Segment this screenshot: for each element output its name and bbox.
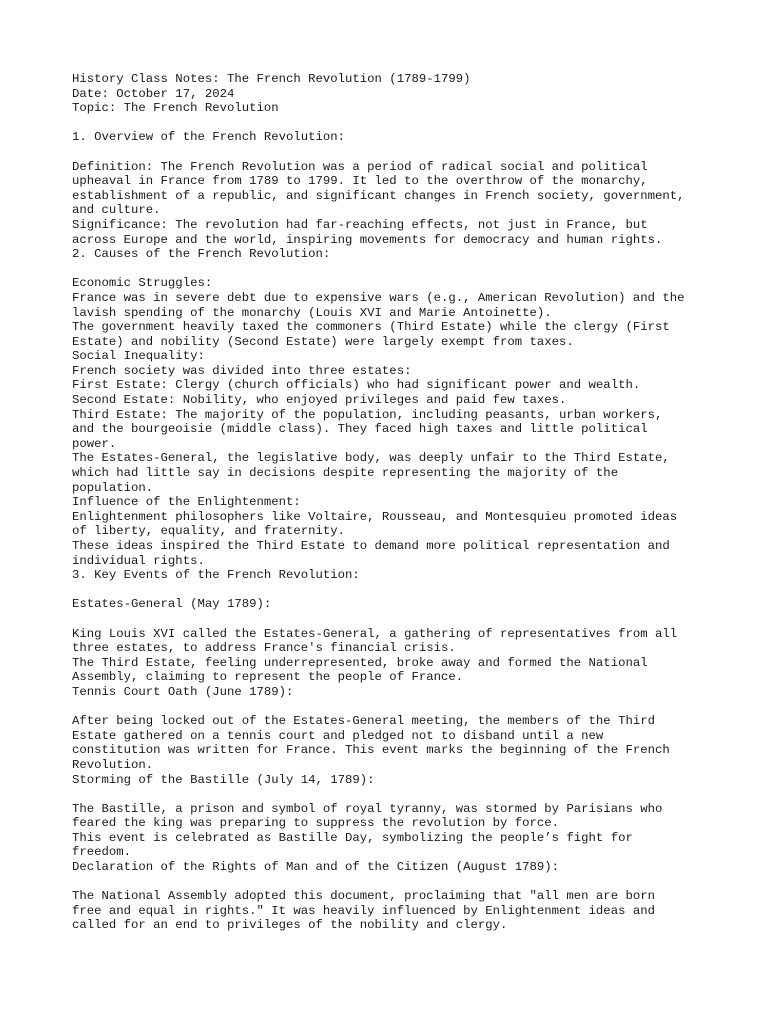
- text-line: After being locked out of the Estates-General meeting, the members of the Third: [72, 714, 655, 729]
- text-line: Estate gathered on a tennis court and pledged not to disband until a new: [72, 728, 604, 743]
- text-line: Enlightenment philosophers like Voltaire, Rousseau, and Montesquieu promoted ideas: [72, 509, 678, 524]
- text-line: feared the king was preparing to suppress the revolution by force.: [72, 816, 560, 831]
- text-line: These ideas inspired the Third Estate to demand more political representation and: [72, 539, 670, 553]
- text-line: which had little say in decisions despite representing the majority of the: [72, 466, 619, 481]
- text-line: The National Assembly adopted this document, proclaiming that "all men are born: [72, 889, 655, 904]
- blank-line: [72, 116, 712, 131]
- text-line: called for an end to privileges of the nobility and clergy.: [72, 918, 508, 933]
- text-line: establishment of a republic, and significant changes in French society, government,: [72, 188, 685, 203]
- text-line: lavish spending of the monarchy (Louis XVI and Marie Antoinette).: [72, 305, 552, 320]
- text-line: Storming of the Bastille (July 14, 1789):: [72, 772, 375, 787]
- blank-line: [72, 145, 712, 160]
- text-line: First Estate: Clergy (church officials) who had significant power and wealth.: [72, 378, 641, 393]
- text-line: constitution was written for France. This event marks the beginning of the French: [72, 743, 670, 758]
- text-line: This event is celebrated as Bastille Day, symbolizing the people’s fight for: [72, 830, 633, 845]
- blank-line: [72, 583, 712, 598]
- text-line: Economic Struggles:: [72, 276, 213, 291]
- text-line: France was in severe debt due to expensive wars (e.g., American Revolution) and the: [72, 290, 685, 305]
- text-line: 3. Key Events of the French Revolution:: [72, 568, 360, 583]
- text-line: Assembly, claiming to represent the people of France.: [72, 670, 464, 685]
- text-line: Topic: The French Revolution: [72, 101, 279, 116]
- text-line: French society was divided into three estates:: [72, 363, 412, 378]
- text-line: Estates-General (May 1789):: [72, 597, 272, 612]
- text-line: 1. Overview of the French Revolution:: [72, 130, 346, 145]
- text-line: Estate) and nobility (Second Estate) were largely exempt from taxes.: [72, 334, 574, 349]
- text-line: Influence of the Enlightenment:: [72, 495, 301, 510]
- text-line: power.: [72, 436, 117, 451]
- text-line: Revolution.: [72, 757, 154, 772]
- text-line: three estates, to address France's financial crisis.: [72, 641, 456, 656]
- text-line: The Bastille, a prison and symbol of royal tyranny, was stormed by Parisians who: [72, 801, 663, 816]
- text-line: History Class Notes: The French Revolution (1789-1799): [72, 72, 471, 86]
- text-line: across Europe and the world, inspiring movements for democracy and human rights.: [72, 232, 663, 247]
- text-line: The Estates-General, the legislative body, was deeply unfair to the Third Estate,: [72, 451, 670, 466]
- text-line: and the bourgeoisie (middle class). They faced high taxes and little political: [72, 422, 648, 437]
- text-line: Social Inequality:: [72, 349, 205, 364]
- blank-line: [72, 787, 712, 802]
- text-line: King Louis XVI called the Estates-General, a gathering of representatives from all: [72, 626, 678, 641]
- text-line: Second Estate: Nobility, who enjoyed privileges and paid few taxes.: [72, 393, 567, 408]
- document-page: [72, 72, 712, 933]
- blank-line: [72, 875, 712, 890]
- text-line: Date: October 17, 2024: [72, 86, 235, 101]
- text-line: upheaval in France from 1789 to 1799. It led to the overthrow of the monarchy,: [72, 174, 648, 189]
- text-line: individual rights.: [72, 553, 205, 568]
- text-line: population.: [72, 480, 154, 495]
- text-line: Tennis Court Oath (June 1789):: [72, 684, 294, 699]
- text-line: freedom.: [72, 845, 132, 860]
- text-line: and culture.: [72, 203, 161, 218]
- text-line: free and equal in rights." It was heavily influenced by Enlightenment ideas and: [72, 903, 655, 918]
- text-line: Third Estate: The majority of the population, including peasants, urban workers,: [72, 407, 663, 422]
- blank-line: [72, 612, 712, 627]
- text-line: Definition: The French Revolution was a period of radical social and political: [72, 159, 648, 174]
- text-line: of liberty, equality, and fraternity.: [72, 524, 346, 539]
- text-line: The Third Estate, feeling underrepresented, broke away and formed the National: [72, 655, 648, 670]
- blank-line: [72, 262, 712, 277]
- text-line: Declaration of the Rights of Man and of the Citizen (August 1789):: [72, 860, 560, 875]
- text-line: Significance: The revolution had far-reaching effects, not just in France, but: [72, 217, 648, 232]
- text-line: 2. Causes of the French Revolution:: [72, 247, 331, 262]
- blank-line: [72, 700, 712, 715]
- text-line: The government heavily taxed the commoners (Third Estate) while the clergy (First: [72, 320, 670, 335]
